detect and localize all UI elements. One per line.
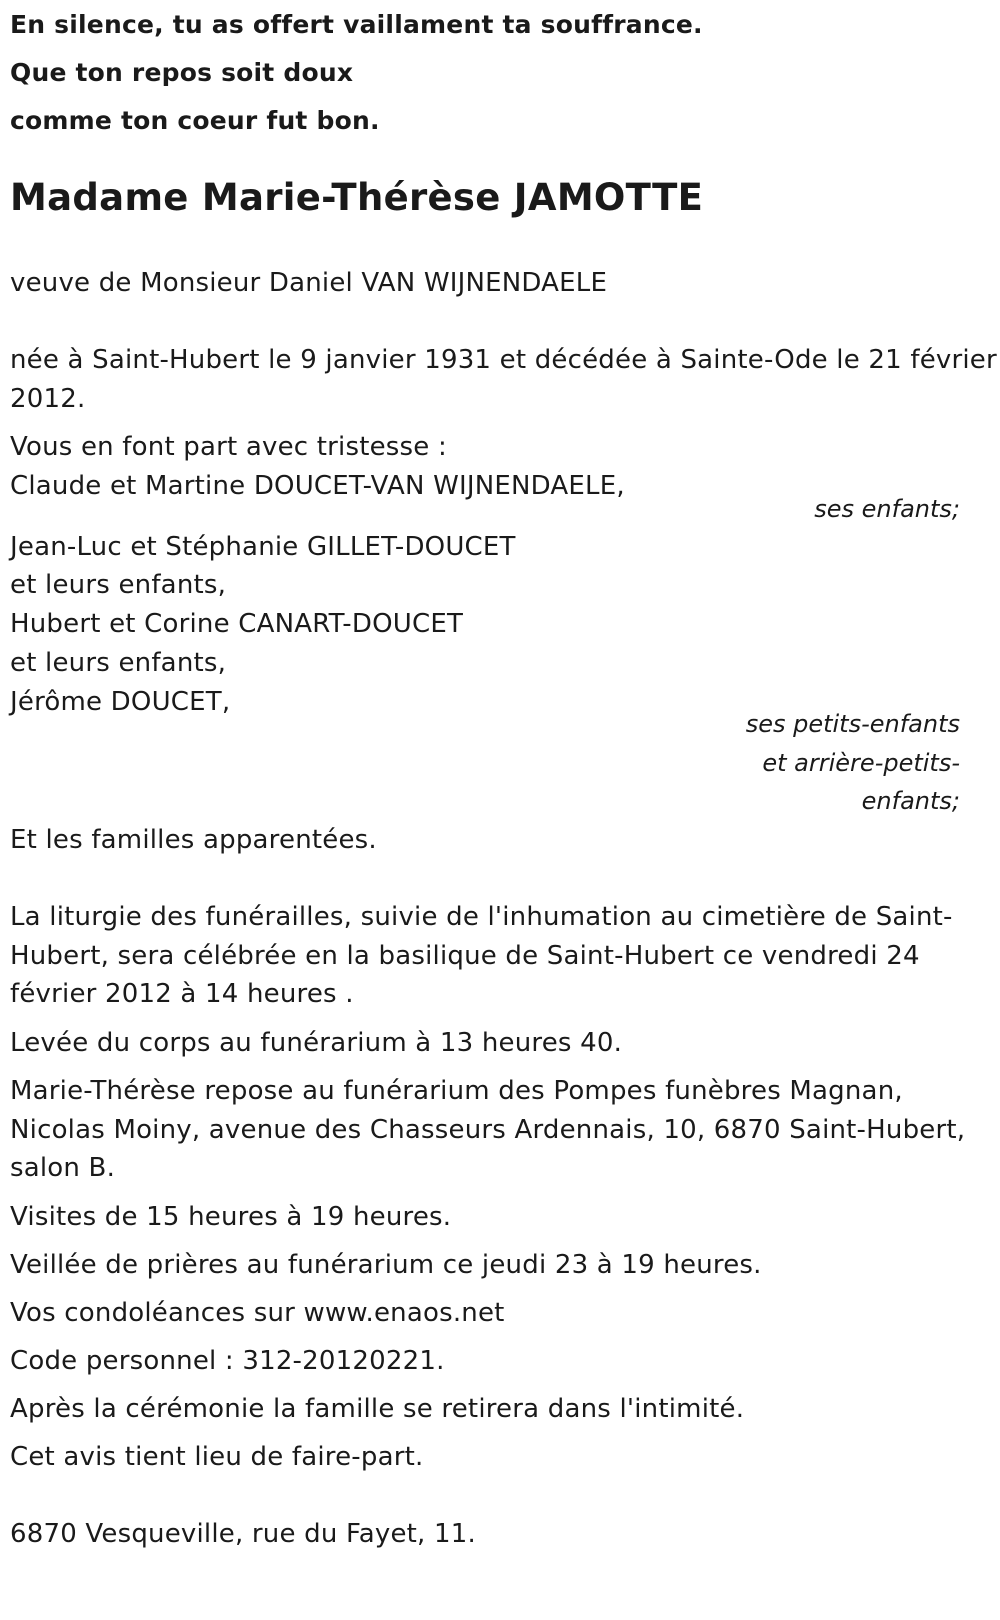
widow-of: veuve de Monsieur Daniel VAN WIJNENDAELE [10, 268, 608, 298]
deceased-name: Madame Marie-Thérèse JAMOTTE [10, 176, 704, 219]
epitaph-line: En silence, tu as offert vaillament ta souffrance. [10, 10, 703, 39]
children-line: Claude et Martine DOUCET-VAN WIJNENDAELE, [10, 471, 625, 501]
rest-line: Nicolas Moiny, avenue des Chasseurs Ardennais, 10, 6870 Saint-Hubert, [10, 1115, 966, 1145]
funeral-line: février 2012 à 14 heures . [10, 979, 354, 1009]
epitaph-line: Que ton repos soit doux [10, 58, 354, 87]
rest-line: Marie-Thérèse repose au funérarium des Pompes funèbres Magnan, [10, 1076, 903, 1106]
children-role: ses enfants; [814, 495, 960, 523]
visits-line: Visites de 15 heures à 19 heures. [10, 1202, 452, 1232]
grandchildren-line: et leurs enfants, [10, 570, 227, 600]
vigil-line: Veillée de prières au funérarium ce jeudi 23 à 19 heures. [10, 1250, 762, 1280]
birth-death-line: née à Saint-Hubert le 9 janvier 1931 et décédée à Sainte-Ode le 21 février [10, 345, 997, 375]
birth-death-line: 2012. [10, 384, 86, 414]
families-line: Et les familles apparentées. [10, 825, 377, 855]
grandchildren-role: ses petits-enfants [745, 710, 960, 738]
notice-line: Cet avis tient lieu de faire-part. [10, 1442, 424, 1472]
grandchildren-role: enfants; [861, 787, 960, 815]
privacy-line: Après la cérémonie la famille se retirera dans l'intimité. [10, 1394, 745, 1424]
grandchildren-line: Jérôme DOUCET, [10, 687, 231, 717]
address-line: 6870 Vesqueville, rue du Fayet, 11. [10, 1519, 476, 1549]
grandchildren-role: et arrière-petits- [762, 749, 960, 777]
condolences-line: Vos condoléances sur www.enaos.net [10, 1298, 505, 1328]
epitaph-line: comme ton coeur fut bon. [10, 106, 380, 135]
code-line: Code personnel : 312-20120221. [10, 1346, 445, 1376]
grandchildren-line: Jean-Luc et Stéphanie GILLET-DOUCET [10, 532, 516, 562]
rest-line: salon B. [10, 1153, 116, 1183]
funeral-line: La liturgie des funérailles, suivie de l'inhumation au cimetière de Saint- [10, 902, 953, 932]
funeral-line: Hubert, sera célébrée en la basilique de Saint-Hubert ce vendredi 24 [10, 941, 920, 971]
levee-line: Levée du corps au funérarium à 13 heures 40. [10, 1028, 623, 1058]
grandchildren-line: Hubert et Corine CANART-DOUCET [10, 609, 464, 639]
announce-intro: Vous en font part avec tristesse : [10, 432, 447, 462]
grandchildren-line: et leurs enfants, [10, 648, 227, 678]
